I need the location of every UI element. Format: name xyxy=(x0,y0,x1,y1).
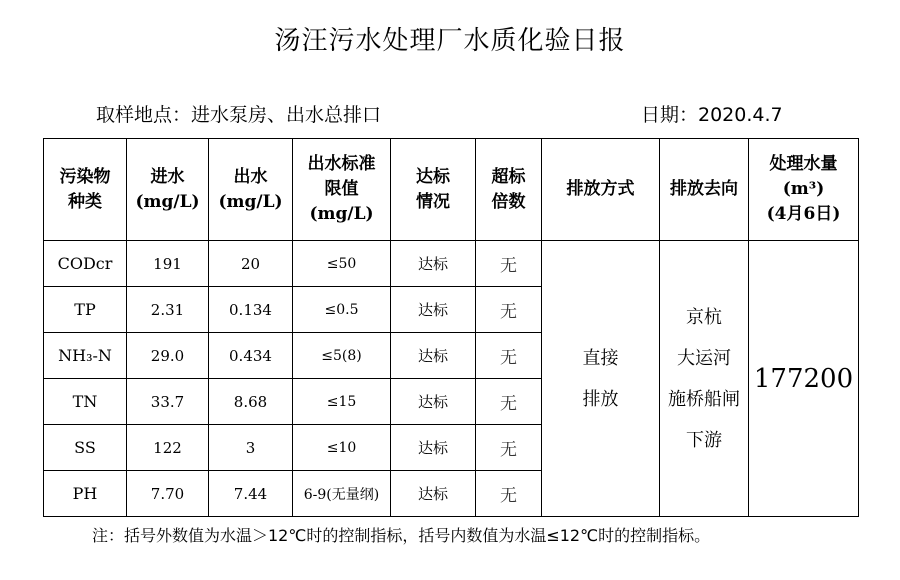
report-title: 汤汪污水处理厂水质化验日报 xyxy=(274,26,626,56)
inflow-cell: 122 xyxy=(127,425,209,471)
footnote: 注：括号外数值为水温＞12℃时的控制指标，括号内数值为水温≤12℃时的控制指标。 xyxy=(92,526,711,545)
limit-cell: ≤10 xyxy=(293,425,391,471)
table-header-row xyxy=(44,139,859,241)
limit-cell: ≤15 xyxy=(293,379,391,425)
header-compliance: 达标 情况 xyxy=(391,139,476,241)
outflow-cell: 7.44 xyxy=(209,471,293,517)
outflow-cell: 0.434 xyxy=(209,333,293,379)
exceed-cell: 无 xyxy=(476,379,542,425)
inflow-cell: 2.31 xyxy=(127,287,209,333)
volume-cell: 177200 xyxy=(749,241,859,517)
compliance-cell: 达标 xyxy=(391,287,476,333)
compliance-cell: 达标 xyxy=(391,241,476,287)
pollutant-cell: PH xyxy=(44,471,127,517)
pollutant-cell: CODcr xyxy=(44,241,127,287)
compliance-cell: 达标 xyxy=(391,333,476,379)
water-quality-table xyxy=(43,138,859,517)
compliance-cell: 达标 xyxy=(391,379,476,425)
header-inflow: 进水 (mg/L) xyxy=(127,139,209,241)
pollutant-cell: TP xyxy=(44,287,127,333)
header-pollutant: 污染物 种类 xyxy=(44,139,127,241)
inflow-cell: 7.70 xyxy=(127,471,209,517)
pollutant-cell: SS xyxy=(44,425,127,471)
exceed-cell: 无 xyxy=(476,287,542,333)
pollutant-cell: NH₃-N xyxy=(44,333,127,379)
outflow-cell: 20 xyxy=(209,241,293,287)
outflow-cell: 3 xyxy=(209,425,293,471)
table-row xyxy=(44,241,859,287)
outflow-cell: 8.68 xyxy=(209,379,293,425)
sampling-location: 取样地点：进水泵房、出水总排口 xyxy=(96,104,382,126)
compliance-cell: 达标 xyxy=(391,471,476,517)
limit-cell: ≤5(8) xyxy=(293,333,391,379)
limit-cell: ≤0.5 xyxy=(293,287,391,333)
header-limit: 出水标准 限值 (mg/L) xyxy=(293,139,391,241)
inflow-cell: 29.0 xyxy=(127,333,209,379)
exceed-cell: 无 xyxy=(476,471,542,517)
compliance-cell: 达标 xyxy=(391,425,476,471)
header-discharge-destination: 排放去向 xyxy=(660,139,749,241)
limit-cell: ≤50 xyxy=(293,241,391,287)
inflow-cell: 191 xyxy=(127,241,209,287)
header-volume: 处理水量 (m³) (4月6日) xyxy=(749,139,859,241)
limit-cell: 6-9(无量纲) xyxy=(293,471,391,517)
report-date: 日期：2020.4.7 xyxy=(641,104,783,126)
exceed-cell: 无 xyxy=(476,333,542,379)
inflow-cell: 33.7 xyxy=(127,379,209,425)
header-exceed: 超标 倍数 xyxy=(476,139,542,241)
header-discharge-method: 排放方式 xyxy=(542,139,660,241)
discharge-destination-cell: 京杭 大运河 施桥船闸 下游 xyxy=(660,241,749,517)
discharge-method-cell: 直接 排放 xyxy=(542,241,660,517)
exceed-cell: 无 xyxy=(476,425,542,471)
exceed-cell: 无 xyxy=(476,241,542,287)
pollutant-cell: TN xyxy=(44,379,127,425)
header-outflow: 出水 (mg/L) xyxy=(209,139,293,241)
outflow-cell: 0.134 xyxy=(209,287,293,333)
